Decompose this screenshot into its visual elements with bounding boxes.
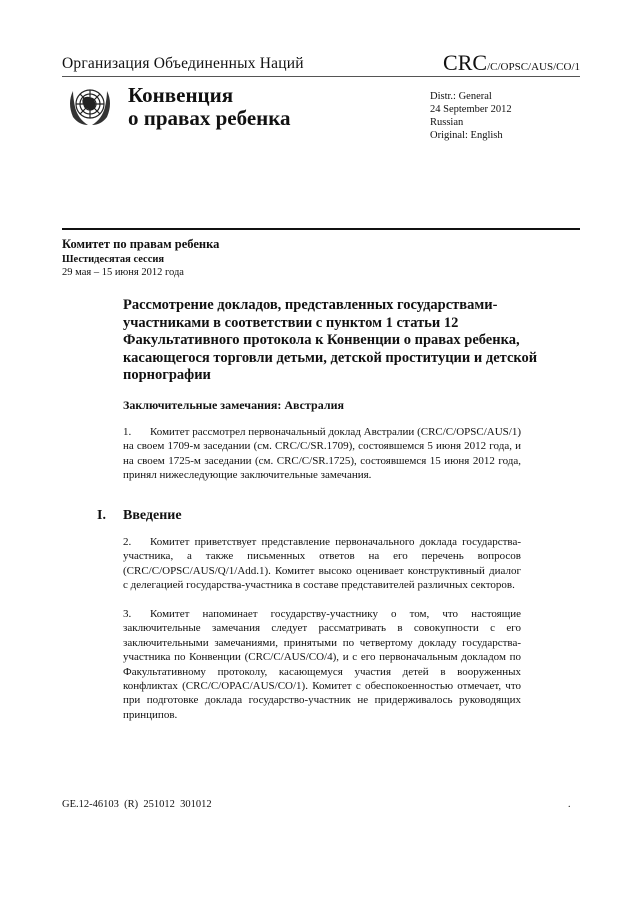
paragraph-number: 2.: [123, 536, 132, 548]
paragraph-number: 1.: [123, 426, 132, 438]
session-dates: 29 мая – 15 июня 2012 года: [62, 267, 184, 278]
paragraph-number: 3.: [123, 608, 132, 620]
document-subtitle: Заключительные замечания: Австралия: [123, 398, 344, 412]
paragraph-2: [123, 535, 521, 593]
paragraph-3: [123, 607, 521, 722]
job-number: GE.12-46103 (R) 251012 301012: [62, 799, 212, 810]
section-divider: [62, 228, 580, 230]
symbol-main: CRC: [443, 50, 488, 75]
session-name: Шестидесятая сессия: [62, 254, 165, 265]
paragraph-text: Комитет приветствует представление первоначального доклада государства-участника, а также письменных ответов на его перечень вопросов (CRC/C/OPSC/AUS/Q/1/Add.1). Комитет высоко оценивает конструктивный диалог с делегацией государства-участника в составе представителей различных секторов.: [123, 536, 521, 592]
convention-line-2: о правах ребенка: [128, 106, 291, 130]
paragraph-text: Комитет рассмотрел первоначальный доклад Австралии (CRC/C/OPSC/AUS/1) на своем 1709-м заседании (см. CRC/C/SR.1709), состоявшемся 5 июня 2012 года, и на своем 1725-м заседании (см. CRC/C/SR.1725), состоявшемся 15 июня 2012 года, принял нижеследующие заключительные замечания.: [123, 426, 521, 482]
distr-date: 24 September 2012: [430, 104, 512, 115]
convention-title: [128, 84, 291, 130]
symbol-suffix: /C/OPSC/AUS/CO/1: [487, 61, 580, 73]
distr-original: Original: English: [430, 130, 503, 141]
section-number: I.: [97, 508, 106, 523]
distribution-block: [430, 90, 512, 142]
distr-language: Russian: [430, 117, 464, 128]
organization-name: Организация Объединенных Наций: [62, 55, 304, 72]
distr-label: Distr.: General: [430, 91, 492, 102]
convention-line-1: Конвенция: [128, 83, 234, 107]
paragraph-1: [123, 425, 521, 483]
committee-name: Комитет по правам ребенка: [62, 237, 220, 251]
document-title: Рассмотрение докладов, представленных государствами-участниками в соответствии с пунктом 1 статьи 12 Факультативного протокола к Конвенции о правах ребенка, касающегося торговли детьми, детской проституции и детской порнографии: [123, 297, 538, 383]
paragraph-text: Комитет напоминает государству-участнику о том, что настоящие заключительные замечания следует рассматривать в совокупности с его заключительными замечаниями, принятыми по четвертому докладу государства-участника по Конвенции (CRC/C/AUS/CO/4), и с его первоначальным докладом по Факультативному протоколу, касающемуся участия детей в вооруженных конфликтах (CRC/C/OPAC/AUS/CO/1). Комитет с обеспокоенностью отмечает, что при подготовке доклада государство-участник не придерживалось руководящих принципов.: [123, 608, 521, 721]
section-title: Введение: [123, 508, 182, 523]
header-divider: [62, 76, 580, 77]
document-symbol: [443, 50, 580, 76]
un-emblem-icon: [63, 83, 117, 129]
footer-dot: .: [568, 799, 571, 810]
